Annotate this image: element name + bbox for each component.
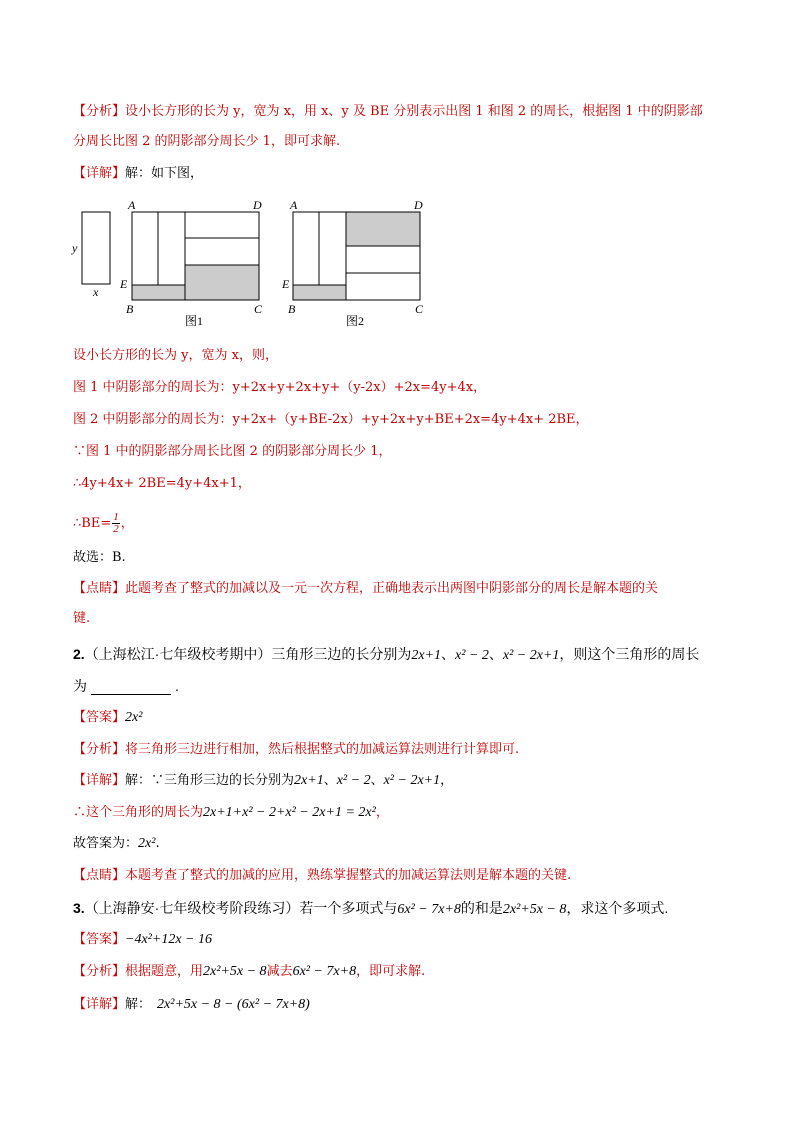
q3-answer: −4x²+12x − 16 — [125, 932, 212, 947]
q2-expr-2: x² − 2 — [455, 648, 489, 663]
q3-number: 3. — [73, 900, 85, 916]
rectangle-figures — [60, 192, 440, 332]
fig2-label-E: E — [282, 277, 290, 291]
fig2-caption: 图2 — [346, 314, 365, 328]
comment-tag: 【点睛】 — [73, 581, 126, 596]
q3-detail-expr: 2x²+5x − 8 − (6x² − 7x+8) — [157, 997, 310, 1012]
q3-detail-line — [73, 996, 310, 1014]
detail-tag: 【详解】 — [73, 997, 126, 1012]
sep: 、 — [488, 646, 503, 662]
detail-tag: 【详解】 — [73, 166, 126, 181]
analysis-text: 设小长方形的长为 y，宽为 x，用 x、y 及 BE 分别表示出图 1 和图 2 的周长，根据图 1 中的阴影部 — [125, 104, 703, 119]
fig2-label-D: D — [414, 198, 423, 212]
small-rectangle — [82, 212, 110, 284]
comment-text: 此题考查了整式的加减以及一元一次方程，正确地表示出两图中阴影部分的周长是解本题的关 — [125, 581, 659, 596]
fig1-label-D: D — [253, 198, 262, 212]
q2-expr-1: 2x+1 — [294, 773, 324, 788]
fig2-label-A: A — [290, 198, 298, 212]
q3-analysis-pre: 根据题意，用 — [125, 964, 204, 979]
comma: ， — [120, 516, 134, 531]
analysis-tag: 【分析】 — [73, 104, 126, 119]
q2-comment: 本题考查了整式的加减的应用，熟练掌握整式的加减运算法则是解本题的关键. — [125, 868, 572, 883]
comma: ， — [375, 805, 389, 820]
q3-analysis-post: ，即可求解. — [356, 964, 426, 979]
q2-expr-1: 2x+1 — [411, 648, 442, 663]
q3-detail-pre: 解： — [125, 997, 152, 1012]
q3-text-mid: 的和是 — [460, 900, 503, 916]
detail-tag: 【详解】 — [73, 773, 126, 788]
q2-number: 2. — [73, 646, 85, 662]
q3-expr-2: 2x²+5x − 8 — [502, 902, 567, 917]
comment-tag: 【点睛】 — [73, 868, 126, 883]
q3-text-post: ，求这个多项式. — [566, 900, 669, 916]
label-small-x: x — [93, 285, 99, 299]
fig2-shade-right — [346, 212, 420, 246]
analysis-tag: 【分析】 — [73, 964, 126, 979]
q2-end: . — [175, 678, 179, 694]
q2-detail-line — [73, 772, 453, 790]
comment-line-1 — [73, 580, 658, 598]
q2-perimeter-line — [73, 804, 389, 822]
fig1-label-B: B — [126, 302, 134, 316]
q2-detail-text: 解：∵三角形三边的长分别为 — [125, 773, 295, 788]
q3-text: （上海静安·七年级校考阶段练习）若一个多项式与 — [84, 900, 398, 916]
q2-perimeter-expr: 2x+1+x² − 2+x² − 2x+1 = 2x² — [203, 805, 376, 820]
answer-tag: 【答案】 — [73, 710, 126, 725]
q2-comment-line — [73, 867, 571, 885]
fig1-shade-left — [132, 285, 185, 300]
q3-analysis-expr-1: 2x²+5x − 8 — [203, 964, 267, 979]
choice-line: 故选：B. — [73, 550, 126, 565]
solution-line-2: 图 1 中阴影部分的周长为：y+2x+y+2x+y+（y-2x）+2x=4y+4x， — [73, 380, 487, 395]
figure-2 — [281, 198, 424, 328]
q2-answer: 2x² — [125, 710, 143, 725]
q2-final-expr: 2x² — [138, 836, 156, 851]
q2-line-1 — [73, 645, 699, 665]
q2-text: （上海松江·七年级校考期中）三角形三边的长分别为 — [84, 646, 412, 662]
q2-analysis-line — [73, 741, 519, 759]
q2-final-text: 故答案为： — [73, 836, 139, 851]
fig1-shade-right — [185, 265, 259, 300]
analysis-line-2: 分周长比图 2 的阴影部分周长少 1，即可求解. — [73, 134, 341, 149]
fig2-label-B: B — [288, 302, 296, 316]
fraction-denominator: 2 — [113, 523, 119, 535]
solution-line-4: ∵图 1 中的阴影部分周长比图 2 的阴影部分周长少 1， — [73, 444, 392, 459]
q3-analysis-mid: 减去 — [266, 964, 293, 979]
comment-line-2: 键. — [73, 611, 91, 626]
sep: 、 — [441, 646, 456, 662]
detail-text: 解：如下图， — [125, 166, 204, 181]
fig2-shade-left — [293, 285, 346, 300]
q2-text-post: ，则这个三角形的周长 — [559, 646, 700, 662]
q2-line-2 — [73, 677, 179, 695]
fig1-caption: 图1 — [185, 314, 204, 328]
q3-line-1 — [73, 899, 668, 919]
sep: 、 — [370, 773, 384, 788]
q2-text-l2: 为 — [73, 678, 87, 694]
q3-analysis-expr-2: 6x² − 7x+8 — [292, 964, 357, 979]
q3-expr-1: 6x² − 7x+8 — [397, 902, 461, 917]
label-small-y: y — [72, 241, 78, 255]
fig2-label-C: C — [415, 302, 424, 316]
figure-1 — [119, 198, 263, 328]
q3-answer-line — [73, 931, 212, 949]
fig1-label-E: E — [120, 277, 128, 291]
q2-perimeter-text: ∴这个三角形的周长为 — [73, 805, 204, 820]
period: . — [155, 836, 160, 851]
solution-line-5: ∴4y+4x+ 2BE=4y+4x+1， — [73, 476, 251, 491]
solution-line-6 — [73, 512, 134, 535]
q2-expr-3: x² − 2x+1 — [383, 773, 441, 788]
fraction-numerator: 1 — [113, 511, 119, 523]
q2-final-line — [73, 835, 160, 853]
sep: 、 — [323, 773, 337, 788]
detail-line — [73, 165, 203, 183]
analysis-line-1 — [73, 103, 703, 121]
solution-line-3: 图 2 中阴影部分的周长为：y+2x+（y+BE-2x）+y+2x+y+BE+2x=4y+4x+ 2BE， — [73, 412, 589, 427]
q2-expr-2: x² − 2 — [336, 773, 371, 788]
answer-tag: 【答案】 — [73, 932, 126, 947]
answer-blank[interactable] — [91, 680, 171, 695]
be-equals: ∴BE= — [73, 516, 112, 531]
q2-answer-line — [73, 709, 142, 727]
comma: ， — [440, 773, 454, 788]
q2-expr-3: x² − 2x+1 — [502, 648, 560, 663]
q2-analysis: 将三角形三边进行相加，然后根据整式的加减运算法则进行计算即可. — [125, 742, 520, 757]
analysis-tag: 【分析】 — [73, 742, 126, 757]
fig1-label-C: C — [254, 302, 263, 316]
solution-line-1: 设小长方形的长为 y，宽为 x，则， — [73, 348, 278, 363]
q3-analysis-line — [73, 963, 425, 981]
fig1-label-A: A — [128, 198, 136, 212]
fraction-half — [112, 512, 120, 535]
